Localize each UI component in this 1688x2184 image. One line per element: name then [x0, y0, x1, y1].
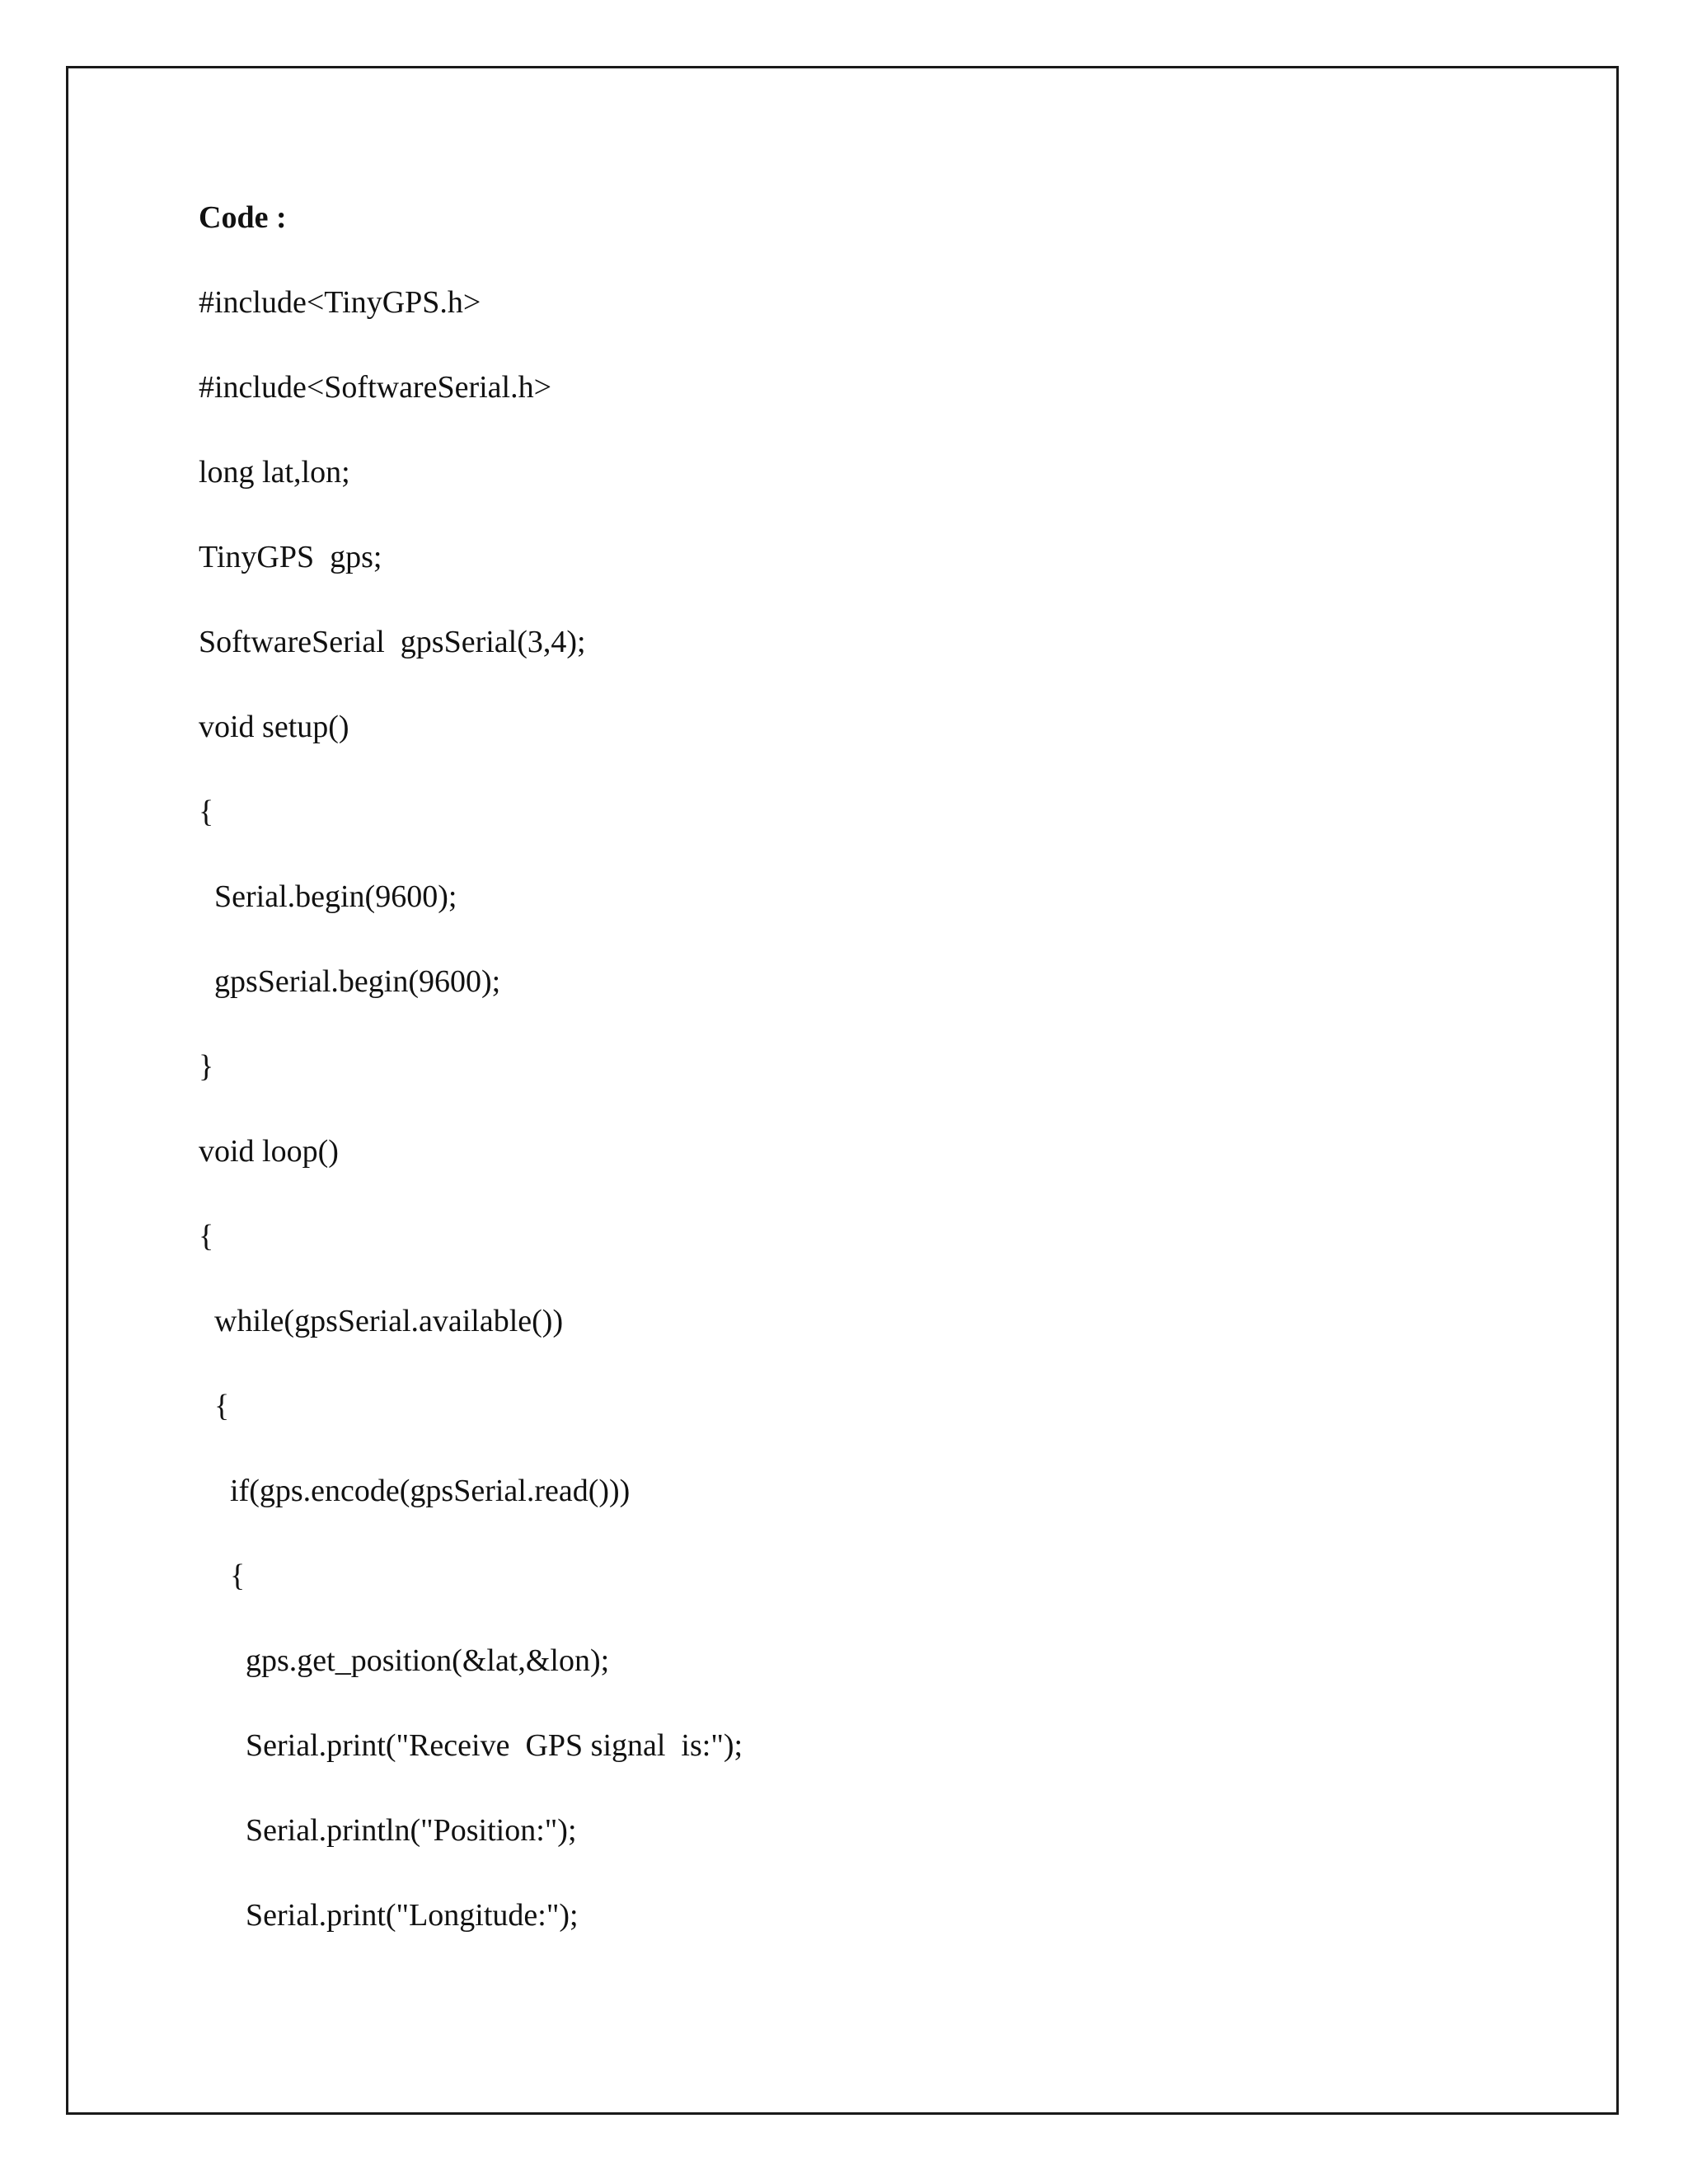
code-line: #include<SoftwareSerial.h> — [199, 370, 552, 405]
code-line: void setup() — [199, 710, 349, 744]
code-line: { — [199, 794, 214, 829]
code-heading: Code : — [199, 200, 287, 235]
code-line: { — [199, 1558, 246, 1593]
code-line: Serial.print("Longitude:"); — [199, 1898, 579, 1933]
code-line: SoftwareSerial gpsSerial(3,4); — [199, 625, 586, 659]
code-line: TinyGPS gps; — [199, 540, 382, 574]
code-line: { — [199, 1389, 230, 1423]
code-line: gpsSerial.begin(9600); — [199, 964, 501, 999]
code-line: Serial.begin(9600); — [199, 879, 457, 914]
code-line: } — [199, 1049, 214, 1084]
code-line: #include<TinyGPS.h> — [199, 285, 481, 320]
code-line: Serial.println("Position:"); — [199, 1813, 577, 1848]
code-line: Serial.print("Receive GPS signal is:"); — [199, 1728, 743, 1763]
code-line: while(gpsSerial.available()) — [199, 1304, 564, 1338]
code-line: void loop() — [199, 1134, 339, 1169]
code-line: { — [199, 1219, 214, 1254]
code-line: long lat,lon; — [199, 455, 350, 490]
code-line: if(gps.encode(gpsSerial.read())) — [199, 1474, 631, 1508]
code-line: gps.get_position(&lat,&lon); — [199, 1643, 610, 1678]
